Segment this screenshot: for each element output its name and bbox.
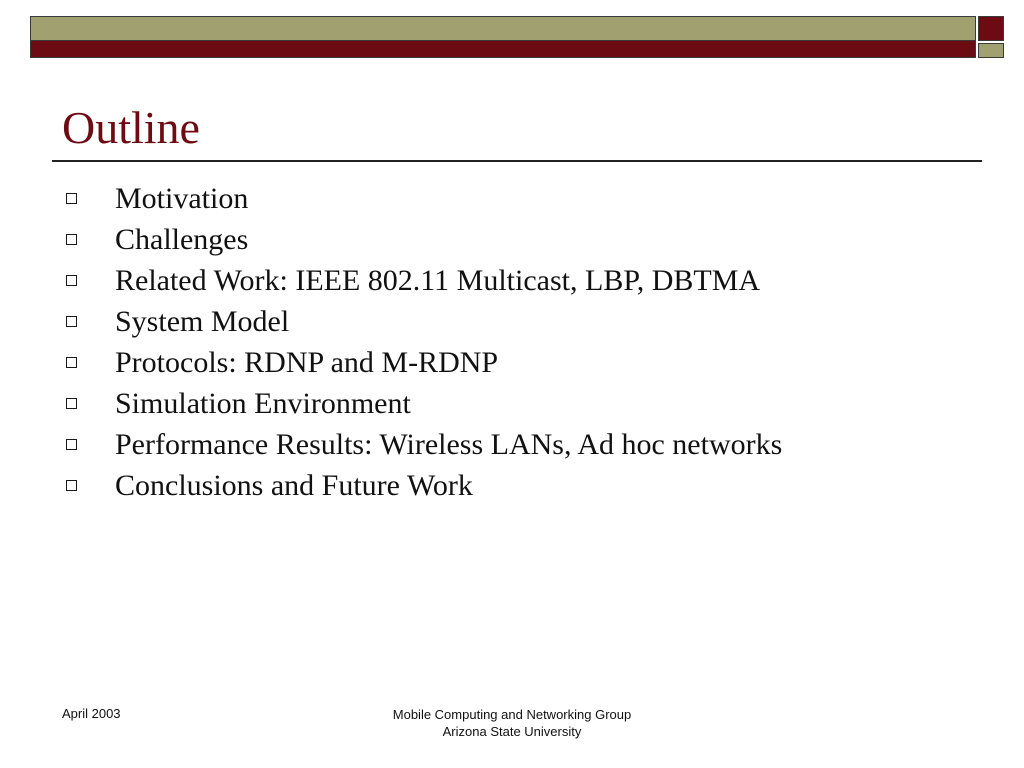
list-item <box>66 424 782 465</box>
hollow-square-bullet-icon <box>66 275 77 286</box>
list-item <box>66 301 782 342</box>
list-item-text: Protocols: RDNP and M-RDNP <box>115 345 499 379</box>
list-item-text: Motivation <box>115 181 249 215</box>
list-item-text: Simulation Environment <box>115 386 411 420</box>
header-olive-strip <box>30 16 976 41</box>
hollow-square-bullet-icon <box>66 398 77 409</box>
hollow-square-bullet-icon <box>66 357 77 368</box>
hollow-square-bullet-icon <box>66 193 77 204</box>
footer-date: April 2003 <box>62 706 121 721</box>
header-maroon-strip <box>30 41 976 58</box>
list-item-text: System Model <box>115 304 290 338</box>
hollow-square-bullet-icon <box>66 439 77 450</box>
header-maroon-square <box>978 16 1004 41</box>
list-item <box>66 342 782 383</box>
list-item <box>66 178 782 219</box>
header-band <box>30 16 1006 60</box>
list-item-text: Conclusions and Future Work <box>115 468 473 502</box>
footer-org-line-2: Arizona State University <box>442 724 582 739</box>
footer-organization <box>362 706 662 740</box>
list-item-text: Performance Results: Wireless LANs, Ad hoc networks <box>115 427 783 461</box>
list-item <box>66 383 782 424</box>
hollow-square-bullet-icon <box>66 234 77 245</box>
outline-list <box>66 178 782 506</box>
list-item-text: Challenges <box>115 222 249 256</box>
list-item <box>66 465 782 506</box>
list-item-text: Related Work: IEEE 802.11 Multicast, LBP, DBTMA <box>115 263 761 297</box>
list-item <box>66 260 782 301</box>
title-divider <box>52 160 982 162</box>
hollow-square-bullet-icon <box>66 480 77 491</box>
list-item <box>66 219 782 260</box>
footer-org-line-1: Mobile Computing and Networking Group <box>392 707 632 722</box>
header-olive-square <box>978 43 1004 58</box>
slide-title: Outline <box>62 102 200 153</box>
hollow-square-bullet-icon <box>66 316 77 327</box>
